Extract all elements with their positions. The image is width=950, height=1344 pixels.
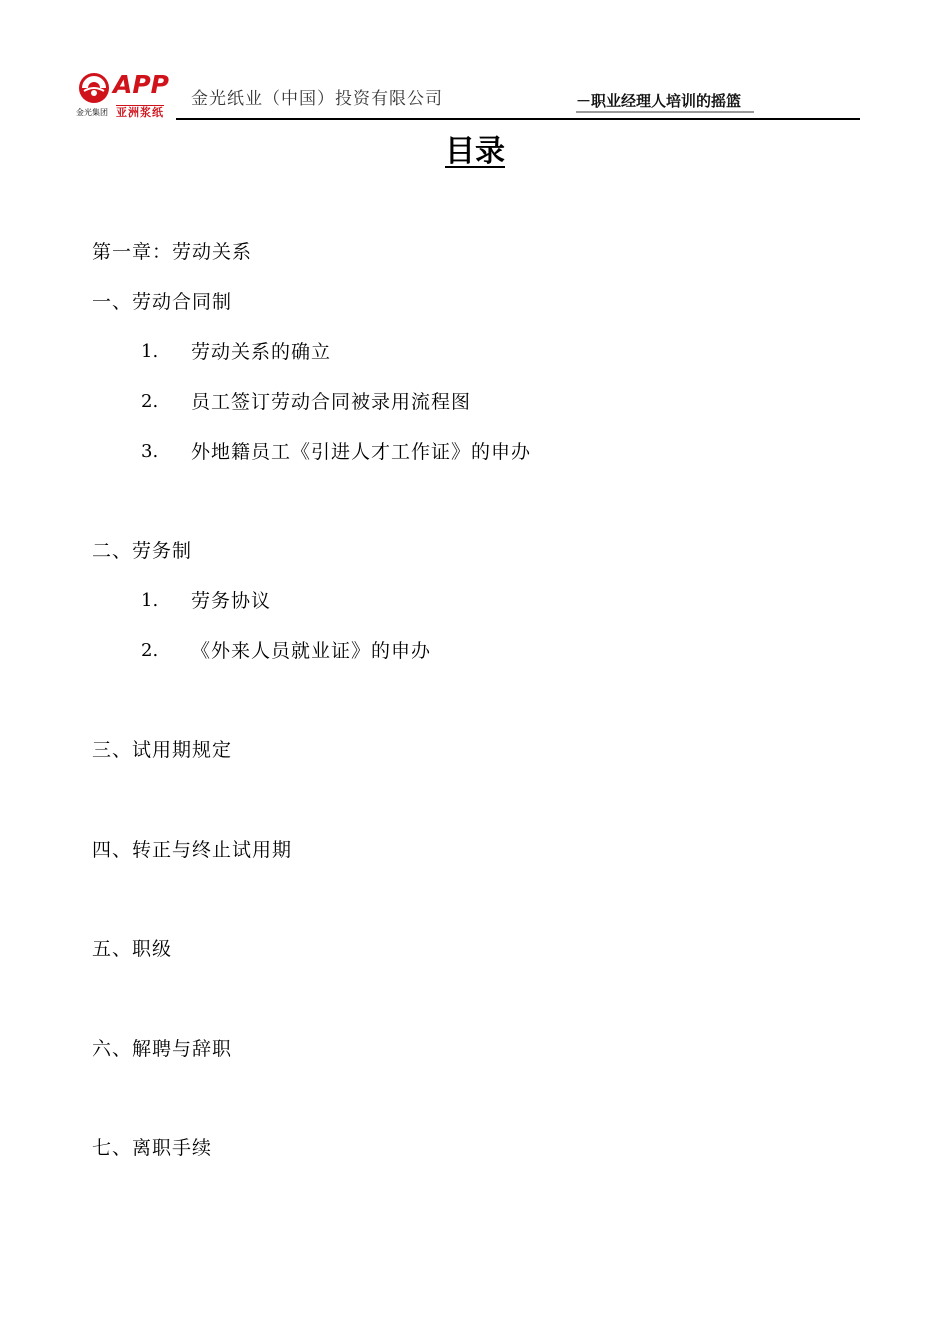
- toc-item-number: 3.: [141, 441, 159, 462]
- logo-group-text: 金光集团: [76, 108, 108, 117]
- header-slogan: －职业经理人培训的摇篮: [576, 92, 742, 110]
- toc-item-number: 1.: [141, 590, 159, 611]
- logo-emblem-icon: [78, 72, 110, 104]
- toc-section-heading: 二、劳务制: [92, 540, 193, 562]
- toc-chapter: 第一章：劳动关系: [92, 241, 253, 263]
- toc-section-heading: 五、职级: [92, 938, 173, 960]
- page-header: [76, 70, 860, 122]
- toc-item-number: 2.: [141, 391, 159, 412]
- toc-item: 劳务协议: [191, 590, 272, 612]
- slogan-underline: [576, 111, 754, 113]
- toc-section-heading: 四、转正与终止试用期: [92, 839, 293, 861]
- toc-section-heading: 一、劳动合同制: [92, 291, 233, 313]
- toc-item: 劳动关系的确立: [191, 341, 332, 363]
- toc-item: 外地籍员工《引进人才工作证》的申办: [191, 441, 532, 463]
- toc-section-heading: 六、解聘与辞职: [92, 1038, 233, 1060]
- toc-item-number: 2.: [141, 640, 159, 661]
- logo-subtitle: 亚洲浆纸: [116, 106, 164, 119]
- toc-section-heading: 三、试用期规定: [92, 739, 233, 761]
- company-name: 金光纸业（中国）投资有限公司: [191, 89, 443, 109]
- toc-item-number: 1.: [141, 341, 159, 362]
- toc-section-heading: 七、离职手续: [92, 1137, 213, 1159]
- page-title: 目录: [445, 134, 505, 169]
- header-divider: [176, 118, 860, 120]
- company-logo: [76, 70, 176, 120]
- toc-item: 员工签订劳动合同被录用流程图: [191, 391, 472, 413]
- logo-text: APP: [113, 70, 169, 99]
- toc-item: 《外来人员就业证》的申办: [191, 640, 432, 662]
